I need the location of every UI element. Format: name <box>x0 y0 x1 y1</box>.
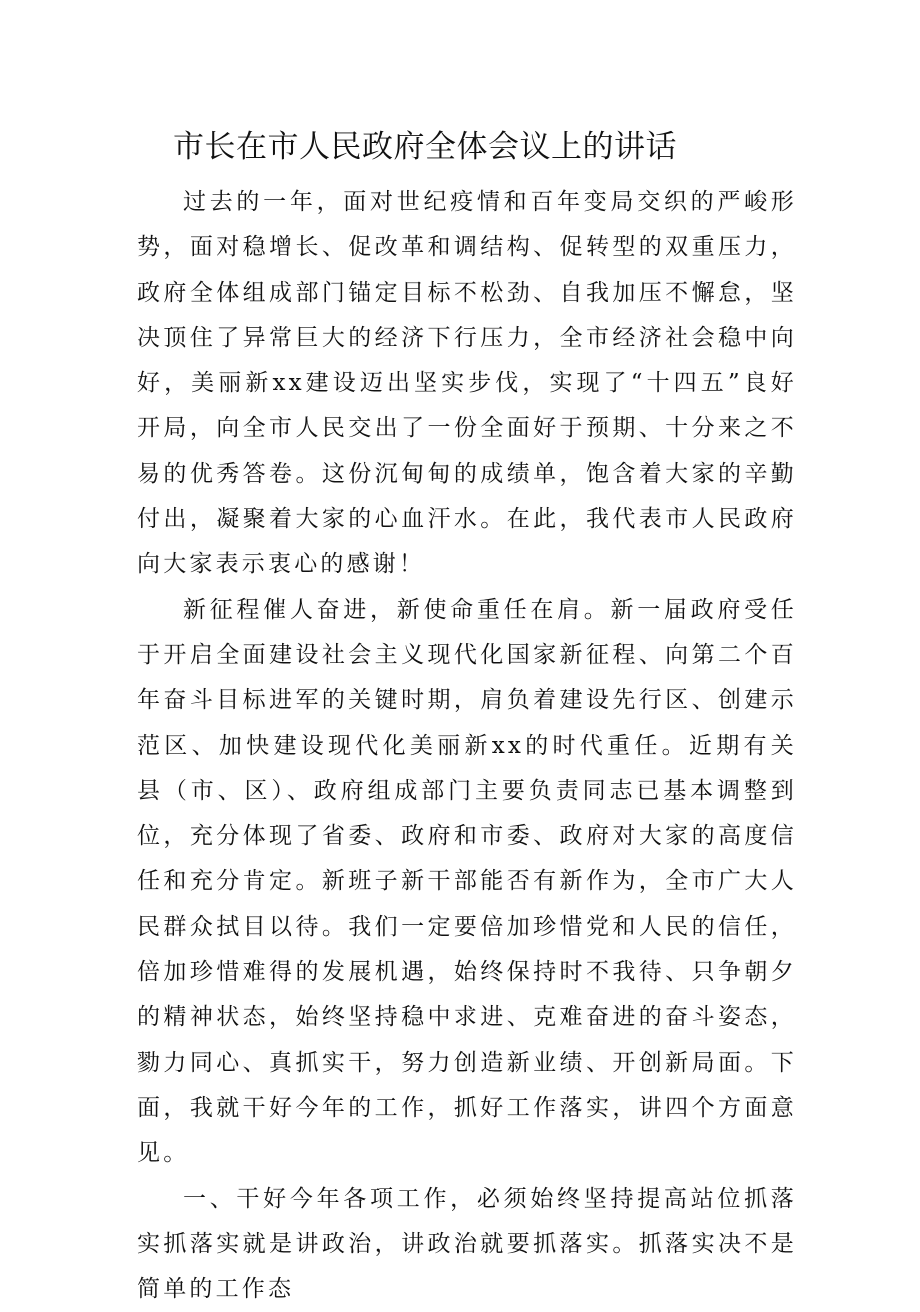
paragraph-3: 一、干好今年各项工作，必须始终坚持提高站位抓落实抓落实就是讲政治，讲政治就要抓落实。抓落实决不是简单的工作态 <box>137 1185 797 1303</box>
paragraph-2: 新征程催人奋进，新使命重任在肩。新一届政府受任于开启全面建设社会主义现代化国家新征程、向第二个百年奋斗目标进军的关键时期，肩负着建设先行区、创建示范区、加快建设现代化美丽新xx的时代重任。近期有关县（市、区）、政府组成部门主要负责同志已基本调整到位，充分体现了省委、政府和市委、政府对大家的高度信任和充分肯定。新班子新干部能否有新作为，全市广大人民群众拭目以待。我们一定要倍加珍惜党和人民的信任，倍加珍惜难得的发展机遇，始终保持时不我待、只争朝夕的精神状态，始终坚持稳中求进、克难奋进的奋斗姿态，勠力同心、真抓实干，努力创造新业绩、开创新局面。下面，我就干好今年的工作，抓好工作落实，讲四个方面意见。 <box>137 596 797 1167</box>
document-body <box>137 180 797 1312</box>
paragraph-1: 过去的一年，面对世纪疫情和百年变局交织的严峻形势，面对稳增长、促改革和调结构、促转型的双重压力，政府全体组成部门锚定目标不松劲、自我加压不懈怠，坚决顶住了异常巨大的经济下行压力，全市经济社会稳中向好，美丽新xx建设迈出坚实步伐，实现了“十四五”良好开局，向全市人民交出了一份全面好于预期、十分来之不易的优秀答卷。这份沉甸甸的成绩单，饱含着大家的辛勤付出，凝聚着大家的心血汗水。在此，我代表市人民政府向大家表示衷心的感谢！ <box>137 189 797 578</box>
document-title: 市长在市人民政府全体会议上的讲话 <box>173 129 677 165</box>
